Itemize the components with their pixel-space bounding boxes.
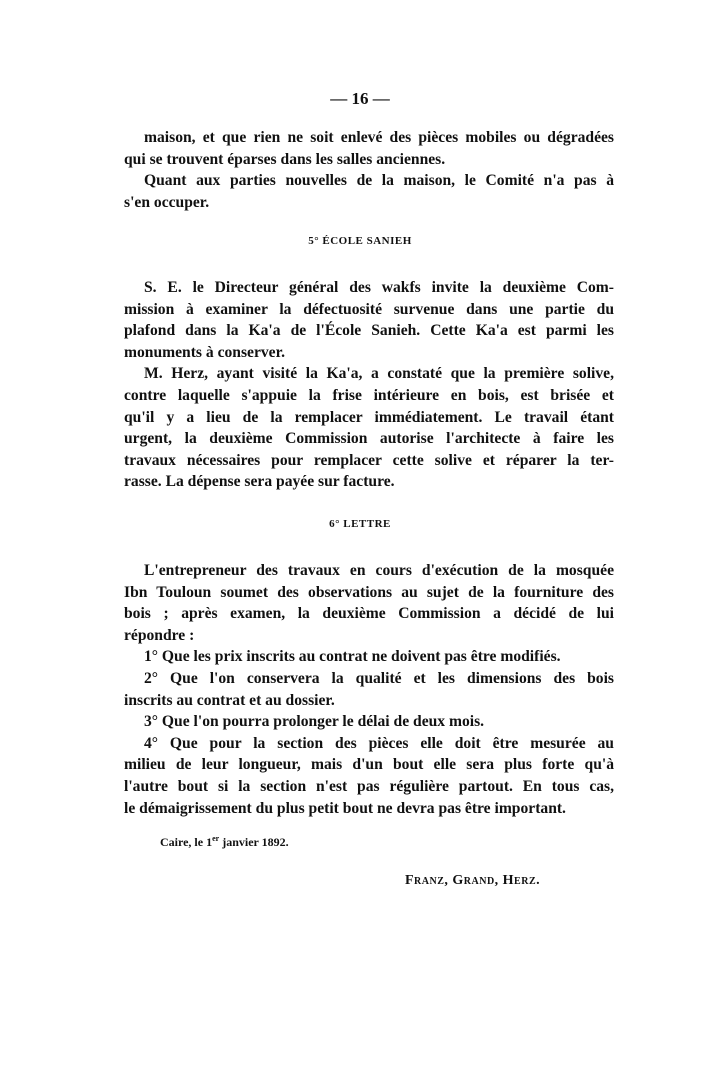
paragraph <box>124 711 614 733</box>
text-line: bois ; après examen, la deuxième Commission a décidé de lui <box>124 605 614 623</box>
text-line: contre laquelle s'appuie la frise intérieure en bois, est brisée et <box>124 386 614 404</box>
date-superscript: er <box>212 834 220 843</box>
date-suffix: janvier 1892. <box>219 835 289 849</box>
text-line: Quant aux parties nouvelles de la maison, le Comité n'a pas à <box>144 172 614 190</box>
paragraph <box>124 668 614 711</box>
text-line: s'en occuper. <box>124 193 210 211</box>
text-line: 3° Que l'on pourra prolonger le délai de deux mois. <box>144 713 485 731</box>
section-heading-ecole-sanieh: 5° ÉCOLE SANIEH <box>308 235 412 247</box>
text-line: répondre : <box>124 626 195 644</box>
paragraph <box>124 560 614 646</box>
paragraph <box>124 127 614 170</box>
text-line: maison, et que rien ne soit enlevé des pièces mobiles ou dégradées <box>144 129 614 146</box>
text-line: 2° Que l'on conservera la qualité et les dimensions des bois <box>144 669 614 687</box>
signatories: Franz, Grand, Herz. <box>405 873 541 888</box>
text-line: travaux nécessaires pour remplacer cette solive et réparer la ter- <box>124 451 614 469</box>
paragraph <box>124 277 614 363</box>
text-line: Ibn Touloun soumet des observations au sujet de la fourniture des <box>124 583 614 601</box>
text-block-ecole-sanieh <box>124 277 614 493</box>
text-line: rasse. La dépense sera payée sur facture. <box>124 473 395 491</box>
page-number: — 16 — <box>330 89 390 108</box>
date-prefix: Caire, le 1 <box>160 835 213 849</box>
text-line: inscrits au contrat et au dossier. <box>124 691 335 709</box>
text-line: milieu de leur longueur, mais d'un bout elle sera plus forte qu'à <box>124 756 614 774</box>
text-line: monuments à conserver. <box>124 343 285 361</box>
text-line: urgent, la deuxième Commission autorise l'architecte à faire les <box>124 430 614 448</box>
paragraph <box>124 733 614 819</box>
text-line: 4° Que pour la section des pièces elle doit être mesurée au <box>144 734 614 752</box>
date-line <box>160 834 289 850</box>
section-heading-lettre: 6° LETTRE <box>329 518 391 530</box>
text-line: qui se trouvent éparses dans les salles anciennes. <box>124 150 446 168</box>
text-line: plafond dans la Ka'a de l'École Sanieh. Cette Ka'a est parmi les <box>124 322 614 340</box>
text-line: l'autre bout si la section n'est pas régulière partout. En tous cas, <box>124 777 614 795</box>
text-line: mission à examiner la défectuosité survenue dans une partie du <box>124 300 614 318</box>
text-block-intro <box>124 127 614 213</box>
text-line: S. E. le Directeur général des wakfs invite la deuxième Com- <box>144 279 614 296</box>
text-line: M. Herz, ayant visité la Ka'a, a constaté que la première solive, <box>144 365 614 383</box>
text-block-lettre <box>124 560 614 819</box>
paragraph <box>124 170 614 213</box>
paragraph <box>124 363 614 493</box>
text-line: 1° Que les prix inscrits au contrat ne doivent pas être modifiés. <box>144 648 561 666</box>
text-line: le démaigrissement du plus petit bout ne devra pas être important. <box>124 799 566 817</box>
text-line: L'entrepreneur des travaux en cours d'exécution de la mosquée <box>144 562 614 579</box>
paragraph <box>124 646 614 668</box>
text-line: qu'il y a lieu de la remplacer immédiatement. Le travail étant <box>124 408 614 426</box>
